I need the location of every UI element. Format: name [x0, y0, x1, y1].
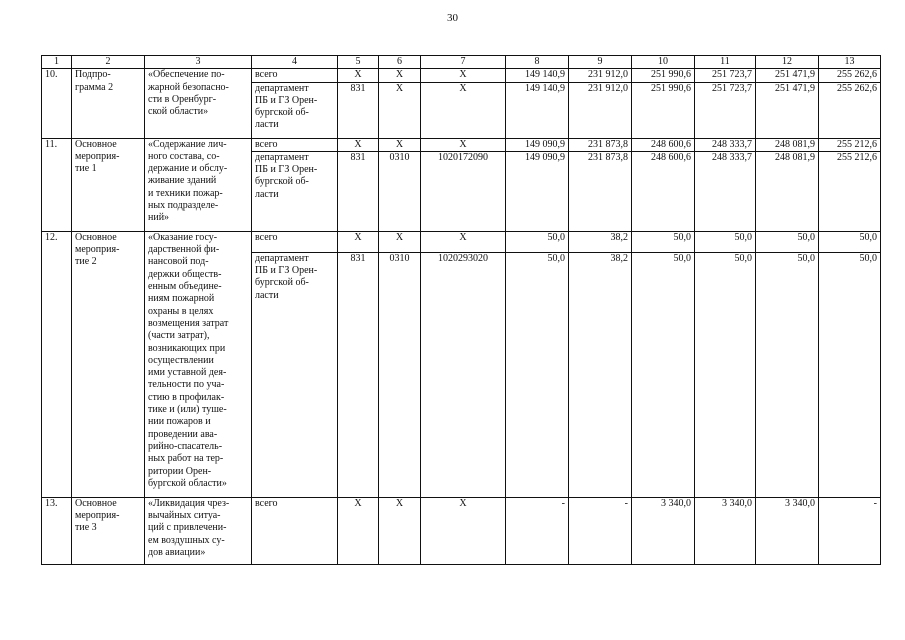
amount-cell: 3 340,0 [632, 497, 695, 564]
code-cell: Х [379, 231, 421, 252]
table-row [42, 69, 881, 82]
row-type: Подпро- грамма 2 [72, 69, 145, 138]
code-cell: 1020293020 [421, 252, 506, 497]
amount-cell: 38,2 [569, 231, 632, 252]
row-name: «Оказание госу- дарственной фи- нансовой под- держки обществ- енным объедине- ниям пожарной охраны в целях возмещения затрат (части затрат), возникающих при осуществлении ими уставной дея- тельности по уча- стию в профилак- тике и (или) туше- нии пожаров и проведении ава- рийно-спасатель- ных работ на тер- ритории Орен- бургской области» [145, 231, 252, 497]
column-number: 11 [695, 56, 756, 69]
row-type: Основное мероприя- тие 2 [72, 231, 145, 497]
amount-cell: 3 340,0 [756, 497, 819, 564]
row-number: 12. [42, 231, 72, 497]
row-number: 11. [42, 138, 72, 231]
code-cell: Х [421, 69, 506, 82]
column-number: 4 [252, 56, 338, 69]
row-name: «Ликвидация чрез- вычайных ситуа- ций с привлечени- ем воздушных су- дов авиации» [145, 497, 252, 564]
amount-cell: 38,2 [569, 252, 632, 497]
code-cell: 0310 [379, 252, 421, 497]
row-name: «Обеспечение по- жарной безопасно- сти в Оренбург- ской области» [145, 69, 252, 138]
code-cell: 0310 [379, 151, 421, 231]
row-number: 10. [42, 69, 72, 138]
row-name: «Содержание лич- ного состава, со- держание и обслу- живание зданий и техники пожар- ных подразделе- ний» [145, 138, 252, 231]
column-number: 13 [819, 56, 881, 69]
row-type: Основное мероприя- тие 3 [72, 497, 145, 564]
column-number: 5 [338, 56, 379, 69]
amount-cell: 251 723,7 [695, 69, 756, 82]
column-number: 12 [756, 56, 819, 69]
code-cell: Х [379, 497, 421, 564]
executor-cell: департамент ПБ и ГЗ Орен- бургской об- ласти [252, 252, 338, 497]
program-funding-table [41, 55, 881, 565]
amount-cell: 50,0 [506, 252, 569, 497]
amount-cell: 248 333,7 [695, 138, 756, 151]
amount-cell: 50,0 [695, 231, 756, 252]
amount-cell: 149 090,9 [506, 138, 569, 151]
code-cell: Х [338, 69, 379, 82]
code-cell: 831 [338, 151, 379, 231]
code-cell: Х [379, 82, 421, 138]
amount-cell: 3 340,0 [695, 497, 756, 564]
amount-cell: 231 873,8 [569, 138, 632, 151]
code-cell: Х [421, 138, 506, 151]
row-number: 13. [42, 497, 72, 564]
code-cell: Х [338, 497, 379, 564]
code-cell: Х [338, 231, 379, 252]
code-cell: Х [379, 69, 421, 82]
amount-cell: 50,0 [756, 231, 819, 252]
column-number: 6 [379, 56, 421, 69]
table-row [42, 497, 881, 564]
code-cell: Х [338, 138, 379, 151]
executor-cell: департамент ПБ и ГЗ Орен- бургской об- ласти [252, 82, 338, 138]
executor-cell: всего [252, 231, 338, 252]
amount-cell: 248 600,6 [632, 138, 695, 151]
amount-cell: - [819, 497, 881, 564]
amount-cell: 251 990,6 [632, 69, 695, 82]
amount-cell: 248 081,9 [756, 138, 819, 151]
column-number: 1 [42, 56, 72, 69]
executor-cell: всего [252, 138, 338, 151]
executor-cell: всего [252, 69, 338, 82]
table-row [42, 138, 881, 151]
executor-cell: всего [252, 497, 338, 564]
column-number: 2 [72, 56, 145, 69]
code-cell: 831 [338, 252, 379, 497]
amount-cell: 248 081,9 [756, 151, 819, 231]
amount-cell: - [569, 497, 632, 564]
amount-cell: 50,0 [632, 231, 695, 252]
amount-cell: 248 600,6 [632, 151, 695, 231]
executor-cell: департамент ПБ и ГЗ Орен- бургской об- ласти [252, 151, 338, 231]
code-cell: Х [379, 138, 421, 151]
code-cell: Х [421, 82, 506, 138]
amount-cell: 50,0 [756, 252, 819, 497]
amount-cell: 149 140,9 [506, 82, 569, 138]
amount-cell: 50,0 [819, 252, 881, 497]
page-number: 30 [447, 12, 458, 24]
amount-cell: 251 990,6 [632, 82, 695, 138]
code-cell: 831 [338, 82, 379, 138]
column-number-row [42, 56, 881, 69]
amount-cell: 50,0 [632, 252, 695, 497]
amount-cell: 255 212,6 [819, 151, 881, 231]
code-cell: Х [421, 231, 506, 252]
code-cell: Х [421, 497, 506, 564]
amount-cell: 149 090,9 [506, 151, 569, 231]
column-number: 7 [421, 56, 506, 69]
amount-cell: 231 873,8 [569, 151, 632, 231]
amount-cell: 50,0 [506, 231, 569, 252]
table-row [42, 231, 881, 252]
amount-cell: 255 262,6 [819, 82, 881, 138]
column-number: 10 [632, 56, 695, 69]
amount-cell: 251 723,7 [695, 82, 756, 138]
amount-cell: 231 912,0 [569, 69, 632, 82]
amount-cell: 50,0 [819, 231, 881, 252]
amount-cell: 255 262,6 [819, 69, 881, 82]
amount-cell: 50,0 [695, 252, 756, 497]
amount-cell: 248 333,7 [695, 151, 756, 231]
row-type: Основное мероприя- тие 1 [72, 138, 145, 231]
column-number: 8 [506, 56, 569, 69]
amount-cell: 149 140,9 [506, 69, 569, 82]
amount-cell: 251 471,9 [756, 69, 819, 82]
amount-cell: 251 471,9 [756, 82, 819, 138]
column-number: 3 [145, 56, 252, 69]
amount-cell: - [506, 497, 569, 564]
code-cell: 1020172090 [421, 151, 506, 231]
column-number: 9 [569, 56, 632, 69]
amount-cell: 255 212,6 [819, 138, 881, 151]
amount-cell: 231 912,0 [569, 82, 632, 138]
